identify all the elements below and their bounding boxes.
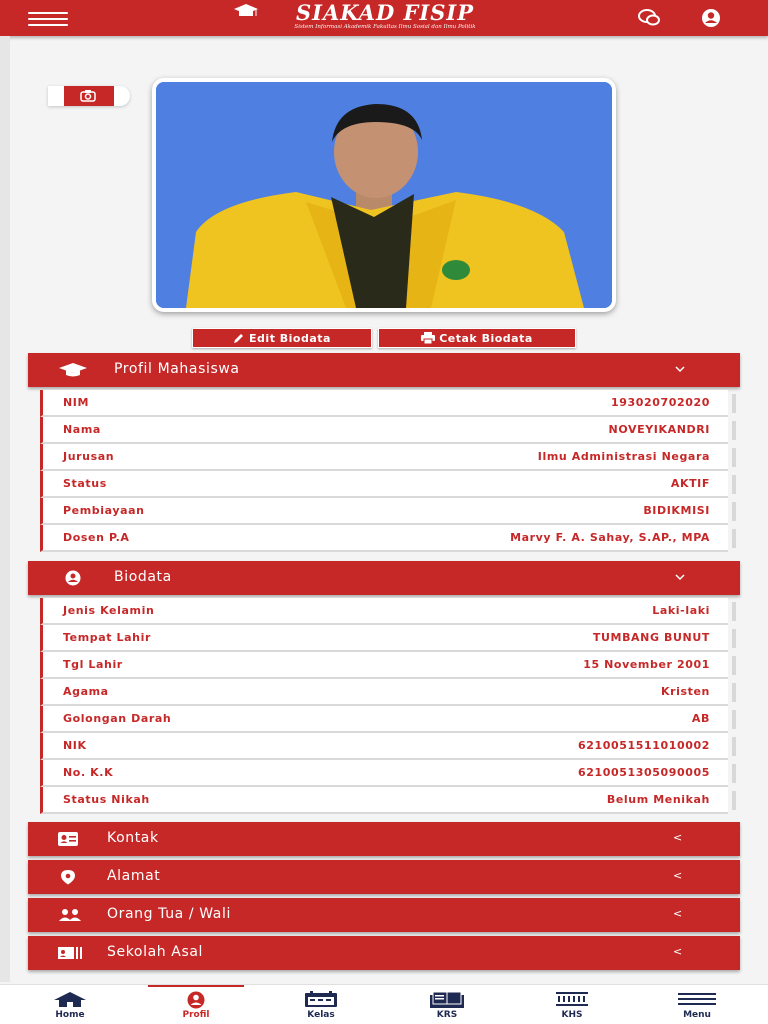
table-row — [40, 760, 728, 787]
profile-icon — [183, 991, 209, 1009]
pencil-icon — [233, 332, 245, 344]
section-title: Kontak — [107, 830, 159, 846]
chevron-left-icon: < — [673, 907, 683, 920]
row-value: 15 November 2001 — [583, 658, 710, 671]
nav-kelas[interactable] — [258, 985, 384, 1024]
hamburger-menu-icon[interactable] — [28, 12, 68, 26]
change-photo-button[interactable] — [48, 86, 130, 106]
row-value: BIDIKMISI — [643, 504, 710, 517]
user-circle-icon — [58, 570, 88, 586]
edit-biodata-button[interactable] — [192, 328, 372, 348]
book-icon — [429, 991, 465, 1009]
row-key: NIM — [63, 396, 90, 409]
grid-icon — [555, 991, 589, 1007]
section-title: Biodata — [114, 569, 172, 585]
page-edge — [0, 36, 10, 982]
scroll-track — [732, 764, 736, 783]
nav-label: KHS — [561, 1010, 583, 1020]
row-value: Laki-laki — [652, 604, 710, 617]
row-value: TUMBANG BUNUT — [592, 631, 710, 644]
row-key: Jenis Kelamin — [63, 604, 155, 617]
scroll-track — [732, 529, 736, 548]
top-bar — [0, 0, 768, 36]
account-icon[interactable] — [700, 8, 722, 28]
app-title: SIAKAD FISIP — [295, 0, 474, 25]
table-row — [40, 706, 728, 733]
kontak-header[interactable] — [28, 822, 740, 856]
people-icon — [58, 907, 88, 923]
scroll-track — [732, 602, 736, 621]
nav-label: Profil — [182, 1010, 210, 1020]
scroll-track — [732, 502, 736, 521]
row-key: Tgl Lahir — [63, 658, 123, 671]
profile-photo-frame — [152, 78, 616, 312]
row-key: Jurusan — [63, 450, 115, 463]
profil-mahasiswa-table — [28, 390, 740, 552]
row-key: Dosen P.A — [63, 531, 130, 544]
row-value: Ilmu Administrasi Negara — [537, 450, 710, 463]
scroll-track — [732, 710, 736, 729]
row-key: Status — [63, 477, 107, 490]
nav-krs[interactable] — [384, 985, 510, 1024]
home-icon — [52, 991, 88, 1007]
row-key: Tempat Lahir — [63, 631, 152, 644]
chevron-down-icon — [673, 362, 687, 376]
row-key: Nama — [63, 423, 101, 436]
table-row — [40, 733, 728, 760]
chevron-left-icon: < — [673, 869, 683, 882]
table-row — [40, 787, 728, 814]
bottom-navigation — [0, 984, 768, 1024]
scroll-track — [732, 629, 736, 648]
chevron-down-icon — [673, 570, 687, 584]
table-row — [40, 525, 728, 552]
scroll-track — [732, 683, 736, 702]
table-row — [40, 679, 728, 706]
table-row — [40, 652, 728, 679]
graduation-cap-icon — [234, 4, 258, 18]
nav-label: Kelas — [307, 1010, 335, 1020]
table-row — [40, 498, 728, 525]
nav-home[interactable] — [7, 985, 133, 1024]
school-id-icon — [58, 945, 88, 961]
row-key: No. K.K — [63, 766, 114, 779]
row-value: AB — [691, 712, 710, 725]
table-row — [40, 417, 728, 444]
row-value: 6210051305090005 — [577, 766, 710, 779]
camera-icon — [64, 89, 114, 103]
section-title: Orang Tua / Wali — [107, 906, 231, 922]
contact-card-icon — [58, 831, 88, 847]
nav-label: Home — [55, 1010, 85, 1020]
row-key: NIK — [63, 739, 87, 752]
row-value: NOVEYIKANDRI — [608, 423, 710, 436]
scroll-track — [732, 394, 736, 413]
profile-photo — [156, 82, 612, 308]
table-row — [40, 444, 728, 471]
nav-profil[interactable] — [133, 985, 259, 1024]
row-value: AKTIF — [670, 477, 710, 490]
biodata-header[interactable] — [28, 561, 740, 595]
row-key: Agama — [63, 685, 109, 698]
row-key: Golongan Darah — [63, 712, 172, 725]
biodata-table — [28, 598, 740, 814]
table-row — [40, 625, 728, 652]
menu-icon — [678, 991, 716, 1007]
row-key: Pembiayaan — [63, 504, 145, 517]
chevron-left-icon: < — [673, 945, 683, 958]
app-logo — [230, 2, 540, 34]
row-value: 6210051511010002 — [577, 739, 710, 752]
row-key: Status Nikah — [63, 793, 150, 806]
orang-tua-wali-header[interactable] — [28, 898, 740, 932]
scroll-track — [732, 791, 736, 810]
print-biodata-button[interactable] — [378, 328, 576, 348]
scroll-track — [732, 421, 736, 440]
chevron-left-icon: < — [673, 831, 683, 844]
graduation-cap-icon — [58, 362, 88, 378]
section-title: Sekolah Asal — [107, 944, 204, 960]
section-title: Profil Mahasiswa — [114, 361, 240, 377]
table-row — [40, 390, 728, 417]
nav-menu[interactable] — [634, 985, 760, 1024]
app-subtitle: Sistem Informasi Akademik Fakultas Ilmu Sosial dan Ilmu Politik — [294, 24, 476, 30]
nav-label: KRS — [436, 1010, 458, 1020]
calendar-icon — [303, 991, 339, 1007]
edit-biodata-label: Edit Biodata — [249, 332, 331, 345]
row-value: Kristen — [660, 685, 710, 698]
sekolah-asal-header[interactable] — [28, 936, 740, 970]
scroll-track — [732, 475, 736, 494]
row-value: 193020702020 — [610, 396, 710, 409]
nav-label: Menu — [683, 1010, 711, 1020]
scroll-track — [732, 737, 736, 756]
table-row — [40, 598, 728, 625]
table-row — [40, 471, 728, 498]
printer-icon — [421, 332, 435, 344]
scroll-track — [732, 448, 736, 467]
row-value: Belum Menikah — [606, 793, 710, 806]
section-title: Alamat — [107, 868, 161, 884]
chat-icon[interactable] — [638, 8, 660, 28]
print-biodata-label: Cetak Biodata — [439, 332, 533, 345]
nav-khs[interactable] — [509, 985, 635, 1024]
profil-mahasiswa-header[interactable] — [28, 353, 740, 387]
scroll-track — [732, 656, 736, 675]
location-pin-icon — [58, 869, 88, 885]
row-value: Marvy F. A. Sahay, S.AP., MPA — [510, 531, 710, 544]
alamat-header[interactable] — [28, 860, 740, 894]
